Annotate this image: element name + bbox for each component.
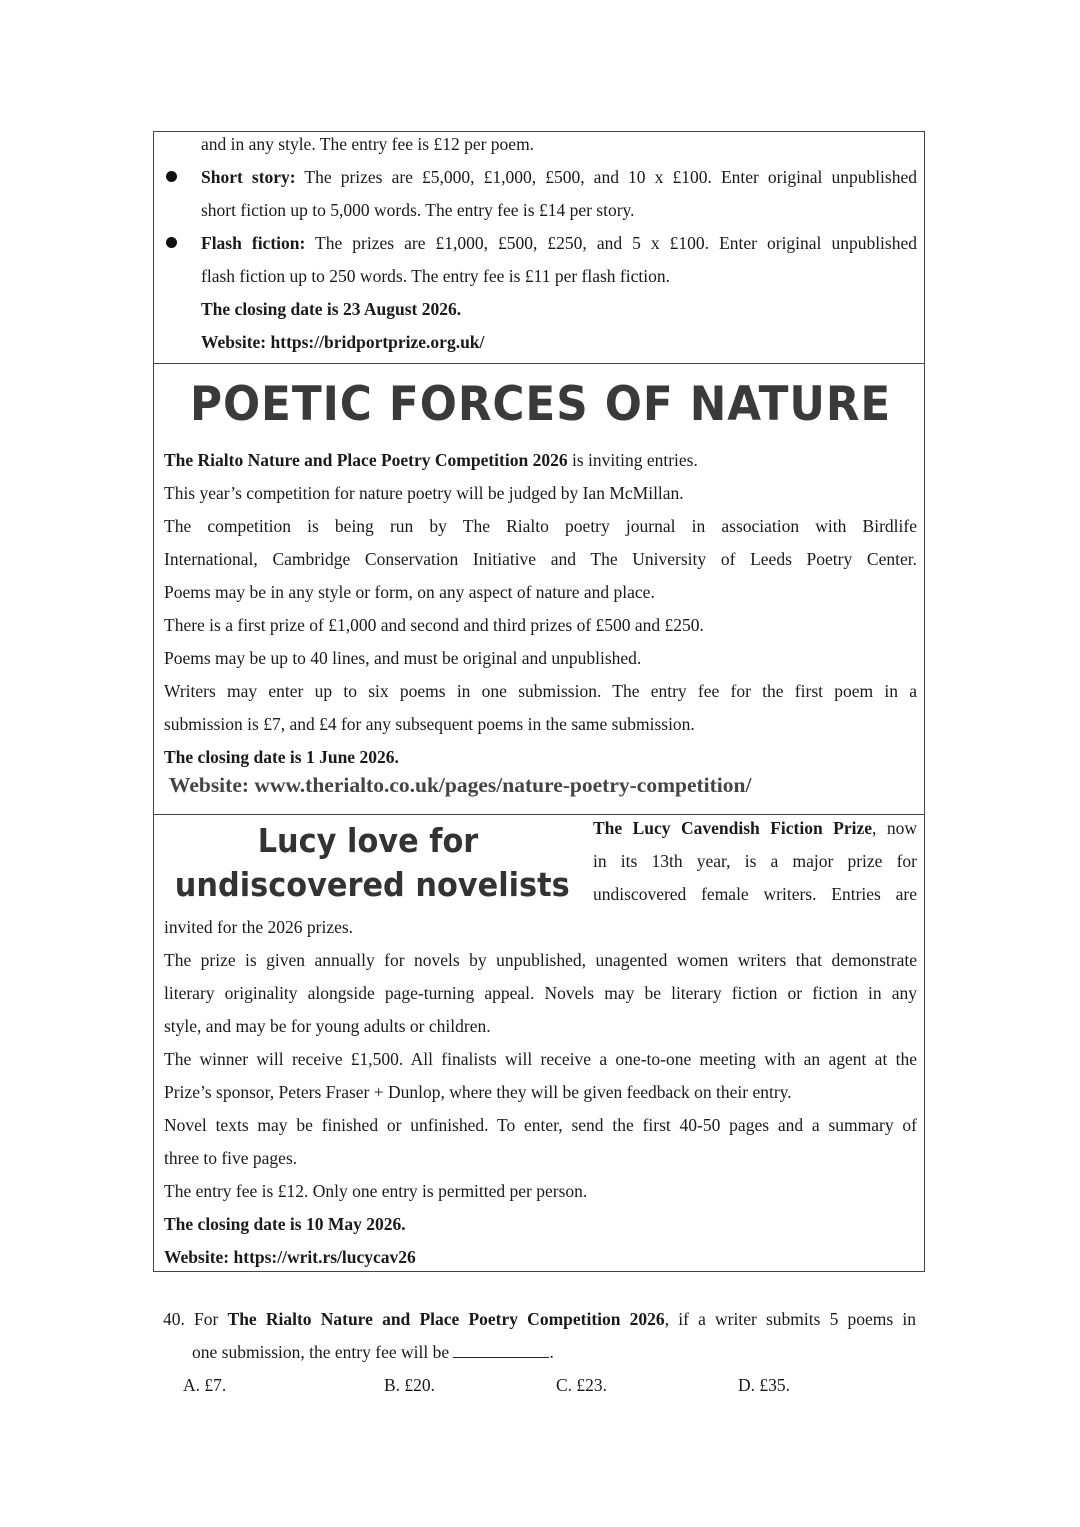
flash-fiction-label: Flash fiction: (201, 233, 306, 253)
short-story-line-1 (201, 166, 917, 188)
lucy-intro-rest: , now (872, 818, 917, 838)
option-a[interactable]: A. £7. (183, 1375, 227, 1395)
bullet-icon (166, 237, 177, 248)
option-c[interactable]: C. £23. (556, 1375, 608, 1395)
bridport-closing-date: The closing date is 23 August 2026. (201, 299, 462, 319)
bridport-website: Website: https://bridportprize.org.uk/ (201, 332, 485, 352)
rialto-intro-rest: is inviting entries. (567, 450, 698, 470)
question-stem-end: . (549, 1342, 554, 1362)
lucy-intro-line-2: in its 13th year, is a major prize for (593, 851, 917, 871)
bridport-line-0: and in any style. The entry fee is £12 per poem. (201, 134, 535, 154)
lucy-line: style, and may be for young adults or children. (164, 1016, 491, 1036)
question-stem-line-1 (163, 1308, 916, 1330)
flash-fiction-text: The prizes are £1,000, £500, £250, and 5 x £100. Enter original unpublished (305, 233, 918, 253)
lucy-line: invited for the 2026 prizes. (164, 917, 354, 937)
lucy-website: Website: https://writ.rs/lucycav26 (164, 1247, 416, 1267)
question-subject: The Rialto Nature and Place Poetry Competition 2026 (227, 1309, 665, 1329)
lucy-line: Prize’s sponsor, Peters Fraser + Dunlop, where they will be given feedback on their entry. (164, 1082, 792, 1102)
question-number: 40. For (163, 1309, 228, 1329)
lucy-line: The entry fee is £12. Only one entry is permitted per person. (164, 1181, 588, 1201)
option-b[interactable]: B. £20. (384, 1375, 436, 1395)
rialto-line: There is a first prize of £1,000 and second and third prizes of £500 and £250. (164, 615, 704, 635)
rialto-name: The Rialto Nature and Place Poetry Competition 2026 (164, 450, 568, 470)
lucy-intro-line-3: undiscovered female writers. Entries are (593, 884, 917, 904)
lucy-line: Novel texts may be finished or unfinished. To enter, send the first 40-50 pages and a summary of (164, 1115, 917, 1135)
lucy-line: three to five pages. (164, 1148, 298, 1168)
rialto-headline: POETIC FORCES OF NATURE (190, 377, 892, 432)
bullet-icon (166, 171, 177, 182)
lucy-line: The winner will receive £1,500. All finalists will receive a one-to-one meeting with an agent at the (164, 1049, 917, 1069)
bridport-section (154, 132, 924, 363)
rialto-line: This year’s competition for nature poetry will be judged by Ian McMillan. (164, 483, 684, 503)
flash-fiction-line-1 (201, 232, 917, 254)
lucy-headline-line-1: Lucy love for (257, 821, 479, 860)
option-d[interactable]: D. £35. (738, 1375, 791, 1395)
lucy-line: literary originality alongside page-turning appeal. Novels may be literary fiction or fiction in any (164, 983, 917, 1003)
answer-blank[interactable] (453, 1343, 549, 1358)
flash-fiction-line-2: flash fiction up to 250 words. The entry fee is £11 per flash fiction. (201, 266, 670, 286)
rialto-intro (164, 449, 698, 471)
lucy-intro-line-1 (593, 817, 917, 839)
rialto-line: Poems may be in any style or form, on any aspect of nature and place. (164, 582, 655, 602)
lucy-headline-line-2: undiscovered novelists (174, 865, 570, 904)
question-stem-line-2 (192, 1341, 554, 1363)
lucy-line: The prize is given annually for novels by unpublished, unagented women writers that demonstrate (164, 950, 917, 970)
short-story-line-2: short fiction up to 5,000 words. The entry fee is £14 per story. (201, 200, 635, 220)
rialto-section (154, 363, 924, 814)
rialto-line: submission is £7, and £4 for any subsequent poems in the same submission. (164, 714, 695, 734)
question-stem-text: one submission, the entry fee will be (192, 1342, 450, 1362)
question-stem-rest: , if a writer submits 5 poems in (664, 1309, 916, 1329)
rialto-line: International, Cambridge Conservation Initiative and The University of Leeds Poetry Center. (164, 549, 917, 569)
lucy-name: The Lucy Cavendish Fiction Prize (593, 818, 873, 838)
short-story-text: The prizes are £5,000, £1,000, £500, and 10 x £100. Enter original unpublished (295, 167, 918, 187)
lucy-closing-date: The closing date is 10 May 2026. (164, 1214, 406, 1234)
rialto-line: The competition is being run by The Rialto poetry journal in association with Birdlife (164, 516, 917, 536)
rialto-line: Poems may be up to 40 lines, and must be original and unpublished. (164, 648, 642, 668)
lucy-section (154, 814, 924, 1273)
rialto-website: Website: www.therialto.co.uk/pages/nature-poetry-competition/ (169, 773, 752, 797)
short-story-label: Short story: (201, 167, 296, 187)
rialto-line: Writers may enter up to six poems in one submission. The entry fee for the first poem in a (164, 681, 917, 701)
competitions-box (153, 131, 925, 1272)
rialto-closing-date: The closing date is 1 June 2026. (164, 747, 399, 767)
